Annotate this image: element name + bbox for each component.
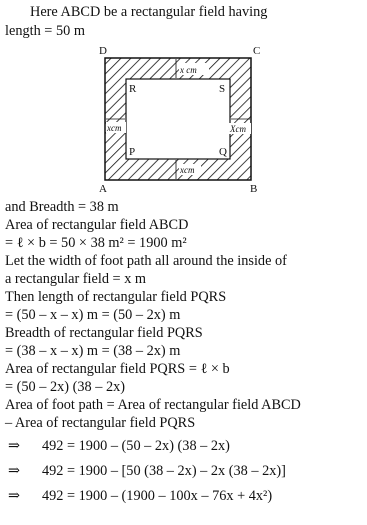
implies-icon: ⇒ [8,438,20,454]
area-abcd-heading: Area of rectangular field ABCD [5,217,189,233]
breadth-pqrs-heading: Breadth of rectangular field PQRS [5,325,203,341]
inner-field-PQRS [126,79,230,159]
length-pqrs-heading: Then length of rectangular field PQRS [5,289,227,305]
footpath-width-line-2: a rectangular field = x m [5,271,147,287]
equation-step-1: ⇒ 492 = 1900 – (50 – 2x) (38 – 2x) [8,438,230,454]
area-pqrs-heading: Area of rectangular field PQRS = ℓ × b [5,361,230,377]
vertex-q-label: Q [219,146,227,158]
vertex-a-label: A [99,183,107,195]
bottom-width-label: xcm [180,165,195,175]
field-diagram [95,44,265,196]
vertex-d-label: D [99,45,107,57]
implies-icon: ⇒ [8,463,20,479]
length-pqrs-calc: = (50 – x – x) m = (50 – 2x) m [5,307,181,323]
area-pqrs-calc: = (50 – 2x) (38 – 2x) [5,379,126,395]
intro-line: Here ABCD be a rectangular field having [30,4,268,20]
top-width-label: x cm [180,65,197,75]
length-line: length = 50 m [5,23,85,39]
vertex-b-label: B [250,183,258,195]
footpath-area-line-2: – Area of rectangular field PQRS [5,415,196,431]
vertex-r-label: R [129,83,137,95]
right-width-label: Xcm [230,124,246,134]
area-abcd-calc: = ℓ × b = 50 × 38 m² = 1900 m² [5,235,187,251]
vertex-c-label: C [253,45,261,57]
equation-step-3: ⇒ 492 = 1900 – (1900 – 100x – 76x + 4x²) [8,488,273,504]
implies-icon: ⇒ [8,488,20,504]
vertex-p-label: P [129,146,136,158]
equation-step-2: ⇒ 492 = 1900 – [50 (38 – 2x) – 2x (38 – 2x)] [8,463,286,479]
breadth-pqrs-calc: = (38 – x – x) m = (38 – 2x) m [5,343,181,359]
left-width-label: xcm [107,123,122,133]
footpath-width-line: Let the width of foot path all around the inside of [5,253,287,269]
vertex-s-label: S [219,83,226,95]
breadth-line: and Breadth = 38 m [5,199,119,215]
footpath-area-line: Area of foot path = Area of rectangular field ABCD [5,397,301,413]
